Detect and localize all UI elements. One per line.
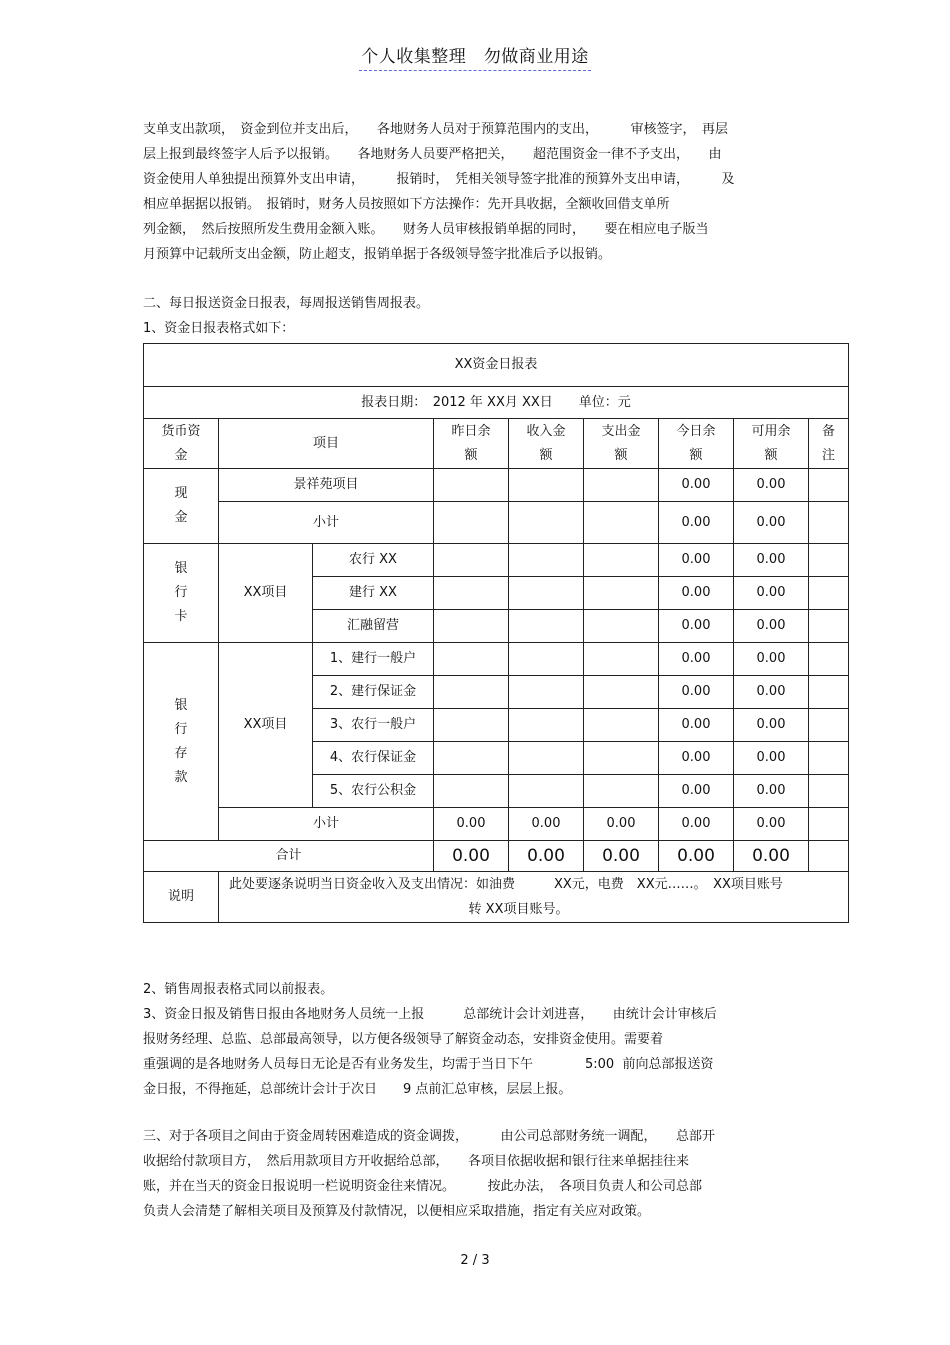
cell-income: 0.00 <box>509 808 584 841</box>
table-total-row <box>144 841 849 872</box>
text-line: 账，并在当天的资金日报说明一栏说明资金往来情况。 按此办法， 各项目负责人和公司总部 <box>143 1179 703 1194</box>
header-remark: 备 注 <box>809 419 849 469</box>
cell-today: 0.00 <box>659 808 734 841</box>
cell-available: 0.00 <box>734 469 809 502</box>
cell-item: 建行 XX <box>313 577 434 610</box>
header-item: 项目 <box>219 419 434 469</box>
header-available: 可用余 额 <box>734 419 809 469</box>
section2-heading-block <box>143 291 813 341</box>
total-income: 0.00 <box>509 841 584 872</box>
text-line: 三、对于各项目之间由于资金周转困难造成的资金调拨， 由公司总部财务统一调配， 总部开 <box>143 1129 716 1144</box>
total-label: 合计 <box>144 841 434 872</box>
fund-daily-report-table <box>143 343 849 923</box>
text-line: 相应单据据以报销。 报销时，财务人员按照如下方法操作：先开具收据，全额收回借支单所 <box>143 197 670 212</box>
text-line: 报财务经理、总监、总部最高领导，以方便各级领导了解资金动态，安排资金使用。需要着 <box>143 1032 664 1047</box>
section2-heading: 二、每日报送资金日报表，每周报送销售周报表。 <box>143 296 430 311</box>
cell-available: 0.00 <box>734 808 809 841</box>
header-income: 收入金 额 <box>509 419 584 469</box>
page-number: 2 / 3 <box>460 1253 490 1268</box>
cell-item: 汇融留营 <box>313 610 434 643</box>
table-row <box>144 469 849 502</box>
cell-available: 0.00 <box>734 775 809 808</box>
cash-label: 现 金 <box>144 469 219 544</box>
cell-project: XX项目 <box>219 643 313 808</box>
table-row <box>144 544 849 577</box>
table-note-row <box>144 872 849 923</box>
table-title: XX资金日报表 <box>144 344 849 387</box>
cell-available: 0.00 <box>734 577 809 610</box>
cell-project: XX项目 <box>219 544 313 643</box>
text-line: 重强调的是各地财务人员每日无论是否有业务发生，均需于当日下午 5:00 前向总部报送资 <box>143 1057 714 1072</box>
header-today: 今日余 额 <box>659 419 734 469</box>
cell-today: 0.00 <box>659 577 734 610</box>
intro-paragraph <box>143 117 813 267</box>
text-line: 金日报，不得拖延，总部统计会计于次日 9 点前汇总审核，层层上报。 <box>143 1082 572 1097</box>
section2-more <box>143 977 813 1102</box>
cell-item: 2、建行保证金 <box>313 676 434 709</box>
cell-yesterday: 0.00 <box>434 808 509 841</box>
text-line: 收据给付款项目方， 然后用款项目方开收据给总部， 各项目依据收据和银行往来单据挂往来 <box>143 1154 690 1169</box>
deposit-label: 银 行 存 款 <box>144 643 219 841</box>
cell-available: 0.00 <box>734 709 809 742</box>
section3 <box>143 1124 813 1224</box>
text-line: 月预算中记载所支出金额，防止超支，报销单据于各级领导签字批准后予以报销。 <box>143 247 612 262</box>
cell-today: 0.00 <box>659 643 734 676</box>
header-currency: 货币资 金 <box>144 419 219 469</box>
cell-item: 农行 XX <box>313 544 434 577</box>
cell-available: 0.00 <box>734 544 809 577</box>
text-line: 列金额， 然后按照所发生费用金额入账。 财务人员审核报销单据的同时， 要在相应电子版当 <box>143 222 709 237</box>
table-row <box>144 502 849 544</box>
cell-item: 小计 <box>219 502 434 544</box>
total-today: 0.00 <box>659 841 734 872</box>
cell-today: 0.00 <box>659 709 734 742</box>
cell-today: 0.00 <box>659 610 734 643</box>
text-line: 层上报到最终签字人后予以报销。 各地财务人员要严格把关， 超范围资金一律不予支出， 由 <box>143 147 722 162</box>
header-title: 个人收集整理 勿做商业用途 <box>359 47 591 71</box>
cell-today: 0.00 <box>659 544 734 577</box>
text-line: 支单支出款项， 资金到位并支出后， 各地财务人员对于预算范围内的支出， 审核签字， 再层 <box>143 122 729 137</box>
cell-available: 0.00 <box>734 502 809 544</box>
table-header-row <box>144 419 849 469</box>
cell-available: 0.00 <box>734 610 809 643</box>
note-text: 此处要逐条说明当日资金收入及支出情况：如油费 XX元，电费 XX元……。 XX项目账号 转 XX项目账号。 <box>219 872 849 923</box>
cell-expense: 0.00 <box>584 808 659 841</box>
header-yesterday: 昨日余 额 <box>434 419 509 469</box>
cell-item: 1、建行一般户 <box>313 643 434 676</box>
cell-item: 小计 <box>219 808 434 841</box>
text-line: 3、资金日报及销售日报由各地财务人员统一上报 总部统计会计刘进喜， 由统计会计审核后 <box>143 1007 717 1022</box>
cell-today: 0.00 <box>659 676 734 709</box>
text-line: 负责人会清楚了解相关项目及预算及付款情况，以便相应采取措施，指定有关应对政策。 <box>143 1204 651 1219</box>
cell-today: 0.00 <box>659 742 734 775</box>
header-expense: 支出金 额 <box>584 419 659 469</box>
table-row <box>144 643 849 676</box>
section2-sub1: 1、资金日报表格式如下： <box>143 321 295 336</box>
bankcard-label: 银 行 卡 <box>144 544 219 643</box>
text-line: 资金使用人单独提出预算外支出申请， 报销时， 凭相关领导签字批准的预算外支出申请， 及 <box>143 172 735 187</box>
page-header <box>0 42 950 67</box>
table-row <box>144 808 849 841</box>
text-line: 2、销售周报表格式同以前报表。 <box>143 982 334 997</box>
cell-item: 3、农行一般户 <box>313 709 434 742</box>
cell-item: 5、农行公积金 <box>313 775 434 808</box>
cell-item: 景祥苑项目 <box>219 469 434 502</box>
table-title-row <box>144 344 849 387</box>
cell-available: 0.00 <box>734 676 809 709</box>
total-yesterday: 0.00 <box>434 841 509 872</box>
cell-item: 4、农行保证金 <box>313 742 434 775</box>
total-expense: 0.00 <box>584 841 659 872</box>
note-label: 说明 <box>144 872 219 923</box>
table-date-row <box>144 387 849 419</box>
cell-available: 0.00 <box>734 643 809 676</box>
cell-available: 0.00 <box>734 742 809 775</box>
cell-today: 0.00 <box>659 469 734 502</box>
total-available: 0.00 <box>734 841 809 872</box>
table-date-line: 报表日期： 2012 年 XX月 XX日 单位：元 <box>144 387 849 419</box>
cell-today: 0.00 <box>659 775 734 808</box>
cell-today: 0.00 <box>659 502 734 544</box>
